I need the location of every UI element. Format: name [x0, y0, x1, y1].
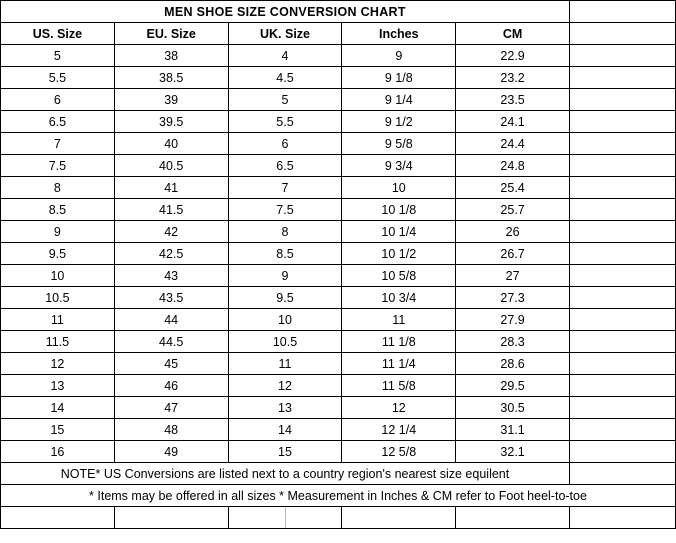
table-row — [1, 133, 676, 155]
cell-cm: 22.9 — [456, 45, 570, 67]
empty-cell — [570, 265, 676, 287]
table-body — [1, 1, 676, 529]
cell-uk-size: 15 — [228, 441, 342, 463]
cell-cm: 32.1 — [456, 441, 570, 463]
empty-cell — [570, 375, 676, 397]
cell-eu-size: 38 — [114, 45, 228, 67]
empty-cell — [570, 397, 676, 419]
empty-cell — [456, 507, 570, 529]
cell-cm: 27.9 — [456, 309, 570, 331]
empty-cell — [570, 463, 676, 485]
table-row — [1, 45, 676, 67]
cell-cm: 30.5 — [456, 397, 570, 419]
table-row — [1, 353, 676, 375]
empty-cell — [570, 177, 676, 199]
cell-us-size: 7 — [1, 133, 115, 155]
empty-cell — [570, 309, 676, 331]
cell-us-size: 5 — [1, 45, 115, 67]
empty-cell — [114, 507, 228, 529]
cell-cm: 24.4 — [456, 133, 570, 155]
empty-cell — [228, 507, 342, 529]
table-row — [1, 309, 676, 331]
cell-eu-size: 47 — [114, 397, 228, 419]
cell-eu-size: 49 — [114, 441, 228, 463]
cell-us-size: 5.5 — [1, 67, 115, 89]
cell-inches: 11 — [342, 309, 456, 331]
cell-uk-size: 5 — [228, 89, 342, 111]
empty-cell — [570, 419, 676, 441]
cell-inches: 9 1/4 — [342, 89, 456, 111]
cell-eu-size: 38.5 — [114, 67, 228, 89]
cell-uk-size: 8 — [228, 221, 342, 243]
table-row — [1, 375, 676, 397]
empty-cell — [1, 507, 115, 529]
cell-cm: 23.2 — [456, 67, 570, 89]
cell-inches: 12 5/8 — [342, 441, 456, 463]
cell-inches: 9 3/4 — [342, 155, 456, 177]
cell-eu-size: 48 — [114, 419, 228, 441]
cell-eu-size: 44 — [114, 309, 228, 331]
empty-cell — [570, 155, 676, 177]
table-row — [1, 199, 676, 221]
cell-eu-size: 39 — [114, 89, 228, 111]
table-row — [1, 111, 676, 133]
cell-eu-size: 46 — [114, 375, 228, 397]
cell-inches: 12 1/4 — [342, 419, 456, 441]
cell-cm: 26.7 — [456, 243, 570, 265]
table-row — [1, 419, 676, 441]
cell-inches: 10 1/8 — [342, 199, 456, 221]
cell-inches: 10 1/4 — [342, 221, 456, 243]
empty-cell — [570, 221, 676, 243]
cell-inches: 11 1/4 — [342, 353, 456, 375]
column-header-uk-size: UK. Size — [228, 23, 342, 45]
cell-us-size: 6 — [1, 89, 115, 111]
cell-us-size: 8.5 — [1, 199, 115, 221]
empty-cell — [570, 45, 676, 67]
cell-us-size: 10 — [1, 265, 115, 287]
cell-uk-size: 9 — [228, 265, 342, 287]
cell-uk-size: 13 — [228, 397, 342, 419]
cell-cm: 31.1 — [456, 419, 570, 441]
cell-us-size: 7.5 — [1, 155, 115, 177]
cell-eu-size: 44.5 — [114, 331, 228, 353]
cell-inches: 12 — [342, 397, 456, 419]
cell-uk-size: 6 — [228, 133, 342, 155]
cell-uk-size: 14 — [228, 419, 342, 441]
cell-eu-size: 41 — [114, 177, 228, 199]
table-row — [1, 397, 676, 419]
empty-cell — [342, 507, 456, 529]
cell-cm: 27.3 — [456, 287, 570, 309]
cell-cm: 28.3 — [456, 331, 570, 353]
cell-uk-size: 10 — [228, 309, 342, 331]
cell-us-size: 13 — [1, 375, 115, 397]
cell-eu-size: 45 — [114, 353, 228, 375]
cell-inches: 9 — [342, 45, 456, 67]
cell-uk-size: 10.5 — [228, 331, 342, 353]
table-row — [1, 287, 676, 309]
empty-cell — [570, 243, 676, 265]
cell-cm: 23.5 — [456, 89, 570, 111]
empty-cell — [570, 111, 676, 133]
cell-uk-size: 7.5 — [228, 199, 342, 221]
cell-inches: 9 1/8 — [342, 67, 456, 89]
note-us-conversions: NOTE* US Conversions are listed next to a country region's nearest size equilent — [1, 463, 570, 485]
cell-inches: 10 5/8 — [342, 265, 456, 287]
table-row — [1, 265, 676, 287]
empty-cell — [570, 331, 676, 353]
cell-us-size: 16 — [1, 441, 115, 463]
cell-uk-size: 5.5 — [228, 111, 342, 133]
cell-eu-size: 42.5 — [114, 243, 228, 265]
column-header-inches: Inches — [342, 23, 456, 45]
table-row — [1, 441, 676, 463]
table-row — [1, 243, 676, 265]
empty-cell — [570, 89, 676, 111]
empty-cell — [570, 507, 676, 529]
cell-uk-size: 8.5 — [228, 243, 342, 265]
table-row — [1, 221, 676, 243]
table-row — [1, 89, 676, 111]
cell-eu-size: 39.5 — [114, 111, 228, 133]
cell-us-size: 12 — [1, 353, 115, 375]
empty-grid-row — [1, 507, 676, 529]
cell-eu-size: 43.5 — [114, 287, 228, 309]
cell-cm: 24.8 — [456, 155, 570, 177]
cell-us-size: 11 — [1, 309, 115, 331]
table-row — [1, 67, 676, 89]
empty-cell — [570, 67, 676, 89]
cell-uk-size: 7 — [228, 177, 342, 199]
cell-cm: 26 — [456, 221, 570, 243]
cell-us-size: 14 — [1, 397, 115, 419]
cell-uk-size: 12 — [228, 375, 342, 397]
cell-uk-size: 11 — [228, 353, 342, 375]
note-row-2 — [1, 485, 676, 507]
title-row — [1, 1, 676, 23]
column-header-us-size: US. Size — [1, 23, 115, 45]
note-row-1 — [1, 463, 676, 485]
cell-cm: 24.1 — [456, 111, 570, 133]
cell-inches: 9 5/8 — [342, 133, 456, 155]
cell-inches: 9 1/2 — [342, 111, 456, 133]
empty-cell — [570, 353, 676, 375]
cell-uk-size: 9.5 — [228, 287, 342, 309]
header-row — [1, 23, 676, 45]
empty-cell — [570, 23, 676, 45]
table-row — [1, 177, 676, 199]
cell-us-size: 15 — [1, 419, 115, 441]
empty-cell — [570, 199, 676, 221]
table-row — [1, 331, 676, 353]
cell-cm: 28.6 — [456, 353, 570, 375]
empty-cell — [570, 287, 676, 309]
cell-inches: 10 1/2 — [342, 243, 456, 265]
empty-cell — [570, 133, 676, 155]
cell-inches: 10 3/4 — [342, 287, 456, 309]
cell-us-size: 6.5 — [1, 111, 115, 133]
cell-inches: 11 1/8 — [342, 331, 456, 353]
cell-eu-size: 41.5 — [114, 199, 228, 221]
note-measurement: * Items may be offered in all sizes * Measurement in Inches & CM refer to Foot heel-to-toe — [1, 485, 676, 507]
cell-us-size: 9 — [1, 221, 115, 243]
cell-cm: 29.5 — [456, 375, 570, 397]
cell-cm: 27 — [456, 265, 570, 287]
page-title: MEN SHOE SIZE CONVERSION CHART — [1, 1, 570, 23]
cell-eu-size: 40.5 — [114, 155, 228, 177]
cell-cm: 25.7 — [456, 199, 570, 221]
cell-us-size: 10.5 — [1, 287, 115, 309]
cell-eu-size: 42 — [114, 221, 228, 243]
table-row — [1, 155, 676, 177]
column-header-cm: CM — [456, 23, 570, 45]
cell-uk-size: 4 — [228, 45, 342, 67]
empty-cell — [570, 441, 676, 463]
cell-eu-size: 40 — [114, 133, 228, 155]
cell-inches: 11 5/8 — [342, 375, 456, 397]
cell-inches: 10 — [342, 177, 456, 199]
cell-cm: 25.4 — [456, 177, 570, 199]
cell-uk-size: 6.5 — [228, 155, 342, 177]
cell-uk-size: 4.5 — [228, 67, 342, 89]
cell-us-size: 9.5 — [1, 243, 115, 265]
empty-cell — [570, 1, 676, 23]
cell-us-size: 11.5 — [1, 331, 115, 353]
cell-eu-size: 43 — [114, 265, 228, 287]
column-header-eu-size: EU. Size — [114, 23, 228, 45]
cell-us-size: 8 — [1, 177, 115, 199]
